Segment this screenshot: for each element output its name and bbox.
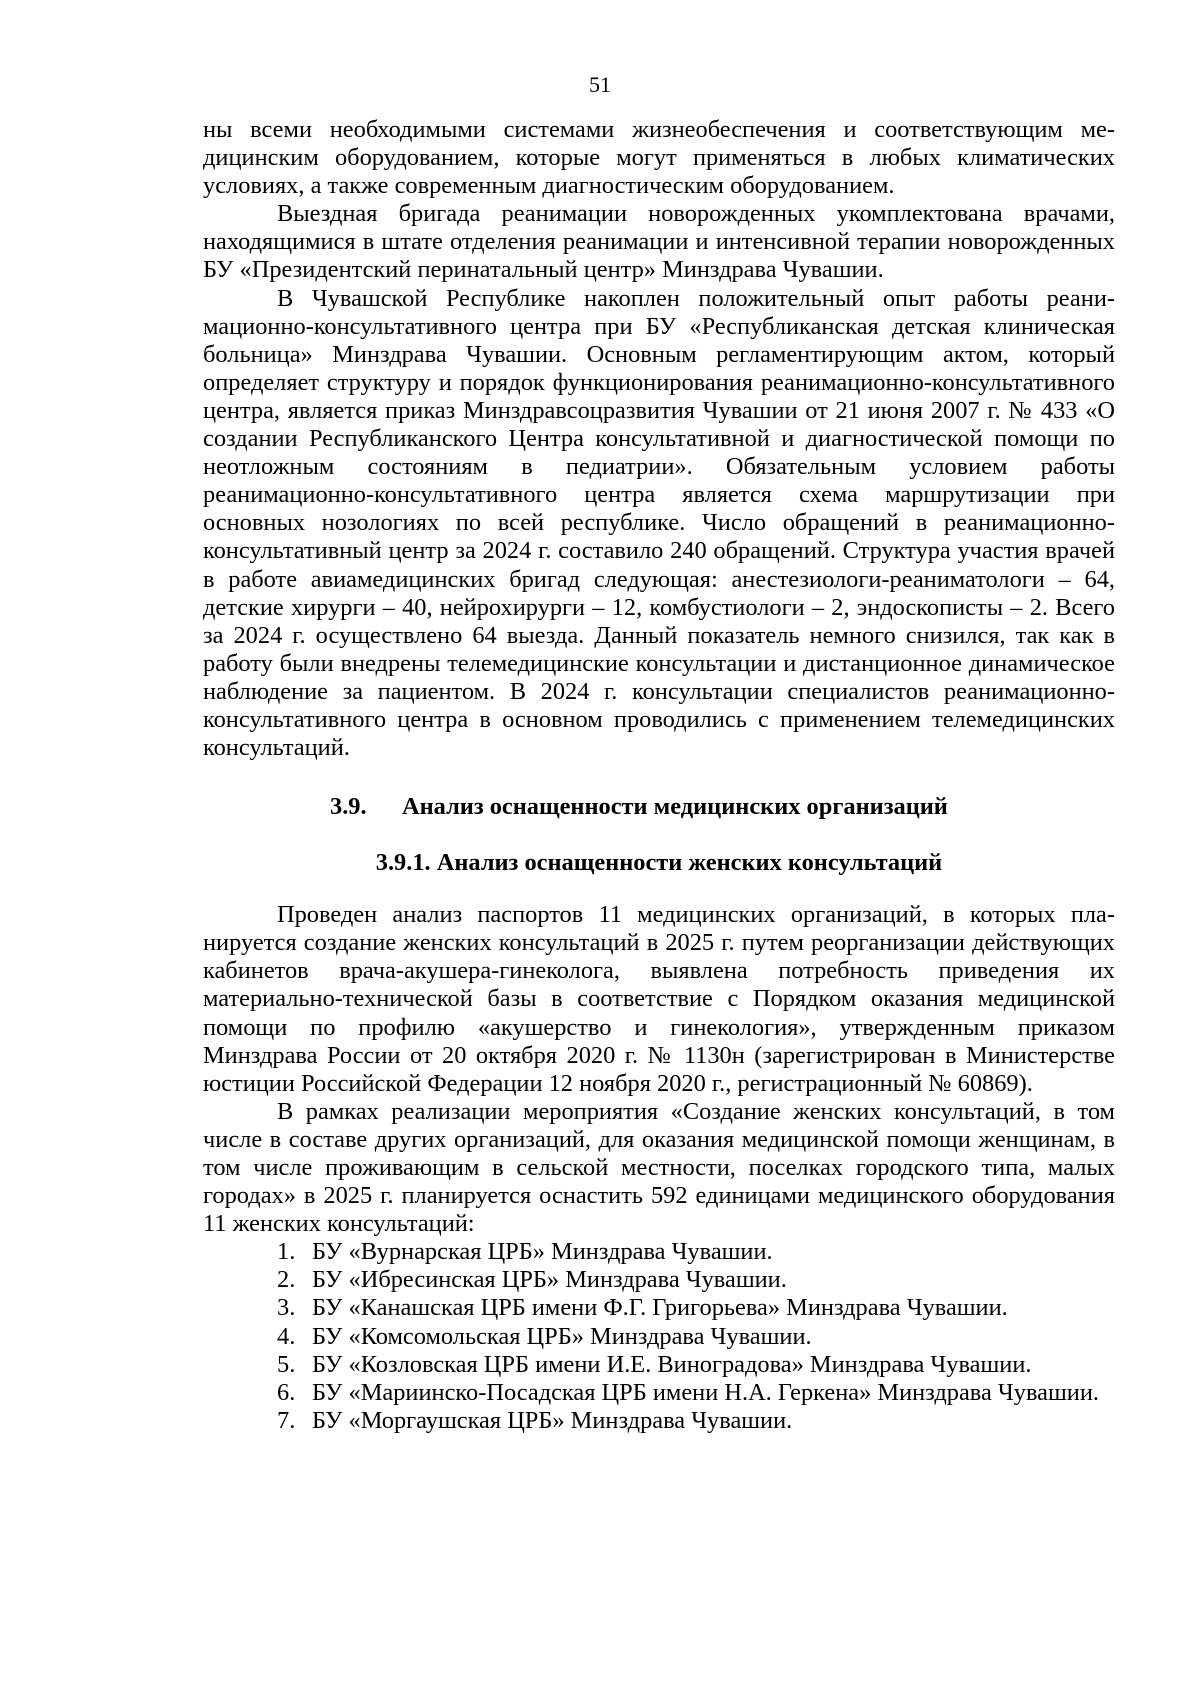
list-item xyxy=(203,1407,1115,1435)
list-item xyxy=(203,1379,1115,1407)
organization-list xyxy=(203,1238,1115,1435)
document-body xyxy=(203,116,1115,1435)
paragraph: Проведен анализ паспортов 11 медицинских организаций, в которых планируется создание женских консультаций в 2025 г. путем реорганизации действующих кабинетов врача-акушера-гинеколога, выявлена потребность приведения их материально-технической базы в соответствие с Порядком оказания медицинской помощи по профилю «акушерство и гинекология», утвержденным приказом Минздрава России от 20 октября 2020 г. № 1130н (зарегистрирован в Министерстве юстиции Российской Федерации 12 ноября 2020 г., регистрационный № 60869). xyxy=(203,901,1115,1097)
list-item-text: БУ «Комсомольская ЦРБ» Минздрава Чувашии. xyxy=(312,1322,812,1350)
list-item-text: БУ «Вурнарская ЦРБ» Минздрава Чувашии. xyxy=(312,1238,773,1266)
paragraph: В Чувашской Республике накоплен положительный опыт работы реанимационно-консультативного центра при БУ «Республиканская детская клиническая больница» Минздрава Чувашии. Основным регламентирующим актом, который определяет структуру и порядок функционирования реанимационно-консультативного центра, является приказ Минздравсоцразвития Чувашии от 21 июня 2007 г. № 433 «О создании Республиканского Центра консультативной и диагностической помощи по неотложным состояниям в педиатрии». Обязательным условием работы реанимационно-консультативного центра является схема маршрутизации при основных нозологиях по всей республике. Число обращений в реанимационно-консультативный центр за 2024 г. составило 240 обращений. Структура участия врачей в работе авиамедицинских бригад следующая: анестезиологи-реаниматологи – 64, детские хирурги – 40, нейрохирурги – 12, комбустиологи – 2, эндоскописты – 2. Всего за 2024 г. осуществлено 64 выезда. Данный показатель немного снизился, так как в работу были внедрены телемедицинские консультации и дистанционное динамическое наблюдение за пациентом. В 2024 г. консультации специалистов реанимационно-консультативного центра в основном проводились с применением телемедицинских консультаций. xyxy=(203,284,1115,762)
subsection-heading: 3.9.1. Анализ оснащенности женских консультаций xyxy=(375,849,943,877)
paragraph: Выездная бригада реанимации новорожденных укомплектована врачами, находящимися в штате отделения реанимации и интенсивной терапии новорожденных БУ «Президентский перинатальный центр» Минздрава Чувашии. xyxy=(203,200,1115,284)
list-item-number: 1. xyxy=(277,1238,296,1266)
list-item-number: 3. xyxy=(277,1294,296,1322)
list-item-text: БУ «Козловская ЦРБ имени И.Е. Виноградова» Минздрава Чувашии. xyxy=(312,1350,1032,1378)
page-number: 51 xyxy=(589,72,611,97)
paragraph: В рамках реализации мероприятия «Создание женских консультаций, в том числе в составе других организаций, для оказания медицинской помощи женщинам, в том числе проживающим в сельской местности, поселках городского типа, малых городах» в 2025 г. планируется оснастить 592 единицами медицинского оборудования 11 женских консультаций: xyxy=(203,1097,1115,1238)
section-number: 3.9. xyxy=(330,793,367,821)
list-item-text: БУ «Канашская ЦРБ имени Ф.Г. Григорьева» Минздрава Чувашии. xyxy=(312,1294,1008,1322)
list-item-text: БУ «Ибресинская ЦРБ» Минздрава Чувашии. xyxy=(312,1266,787,1294)
list-item xyxy=(203,1351,1115,1379)
section-title: Анализ оснащенности медицинских организаций xyxy=(402,793,948,821)
list-item-number: 7. xyxy=(277,1406,296,1434)
list-item xyxy=(203,1238,1115,1266)
list-item-number: 5. xyxy=(277,1350,296,1378)
list-item-number: 6. xyxy=(277,1378,296,1406)
list-item-text: БУ «Мариинско-Посадская ЦРБ имени Н.А. Геркена» Минздрава Чувашии. xyxy=(312,1378,1099,1406)
list-item xyxy=(203,1323,1115,1351)
paragraph-continuation: ны всеми необходимыми системами жизнеобеспечения и соответствующим медицинским оборудованием, которые могут применяться в любых климатических условиях, а также современным диагностическим оборудованием. xyxy=(203,116,1115,200)
list-item-text: БУ «Моргаушская ЦРБ» Минздрава Чувашии. xyxy=(312,1406,793,1434)
list-item xyxy=(203,1294,1115,1322)
list-item xyxy=(203,1266,1115,1294)
list-item-number: 2. xyxy=(277,1266,296,1294)
list-item-number: 4. xyxy=(277,1322,296,1350)
section-heading xyxy=(203,793,1115,821)
